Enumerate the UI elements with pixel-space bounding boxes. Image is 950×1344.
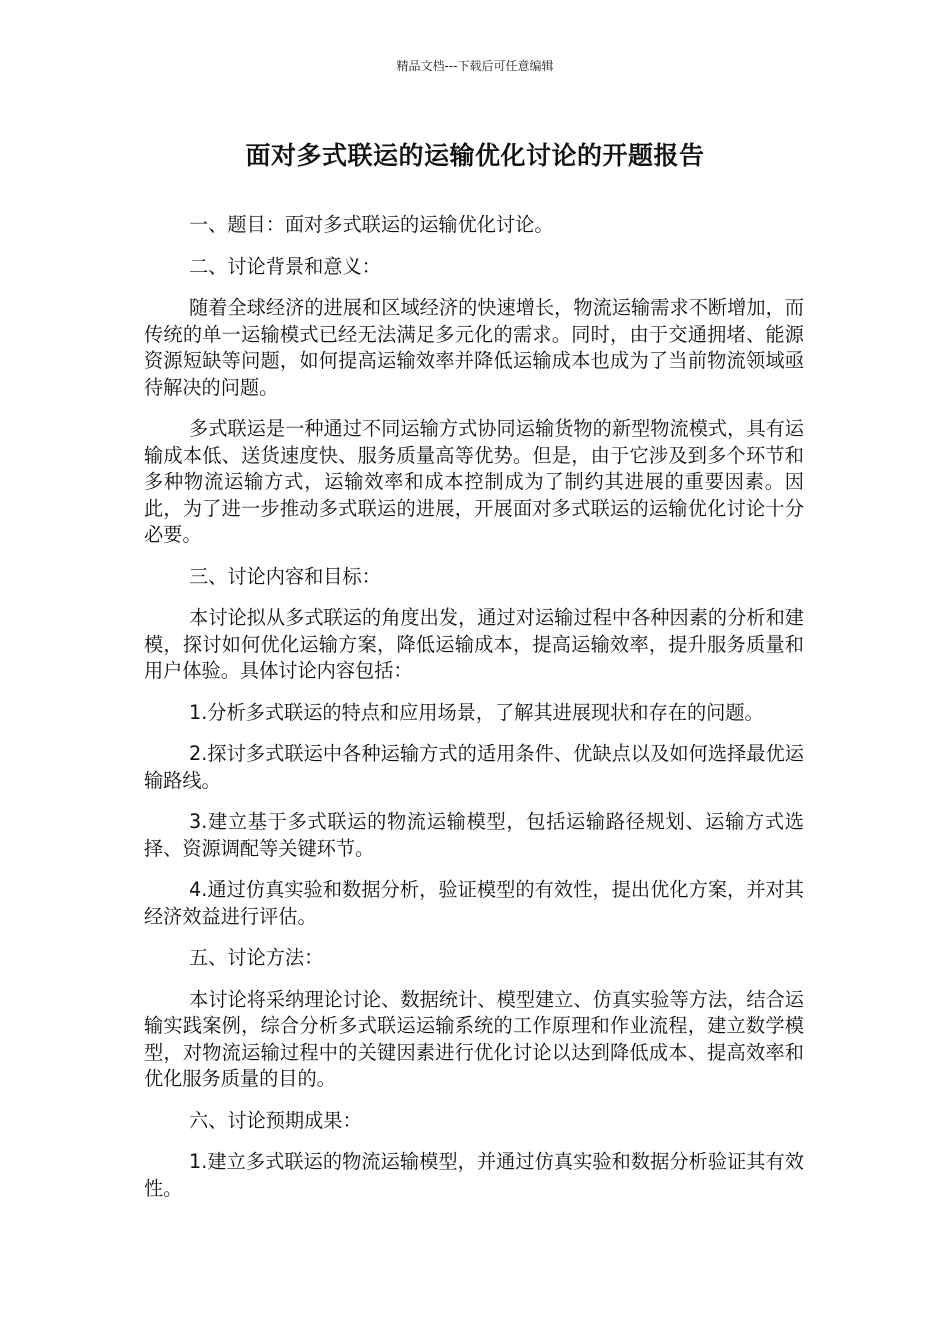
content-item-2: 2.探讨多式联运中各种运输方式的适用条件、优缺点以及如何选择最优运输路线。 [144,742,804,792]
section-title-topic: 一、题目：面对多式联运的运输优化讨论。 [189,213,554,236]
header-note: 精品文档---下载后可任意编辑 [396,59,554,73]
document-body [144,212,804,1217]
content-item-3: 3.建立基于多式联运的物流运输模型，包括运输路径规划、运输方式选择、资源调配等关键环节。 [144,810,804,860]
paragraph-background-2: 多式联运是一种通过不同运输方式协同运输货物的新型物流模式，具有运输成本低、送货速度快、服务质量高等优势。但是，由于它涉及到多个环节和多种物流运输方式，运输效率和成本控制成为了制约其进展的重要因素。因此，为了进一步推动多式联运的进展，开展面对多式联运的运输优化讨论十分必要。 [144,417,804,546]
results-item-1: 1.建立多式联运的物流运输模型，并通过仿真实验和数据分析验证其有效性。 [144,1150,804,1200]
section-heading-method: 五、讨论方法： [189,946,324,969]
section-heading-results: 六、讨论预期成果： [189,1108,362,1132]
content-item-1: 1.分析多式联运的特点和应用场景，了解其进展现状和存在的问题。 [189,700,764,724]
section-heading-background: 二、讨论背景和意义： [189,254,381,278]
content-item-4: 4.通过仿真实验和数据分析，验证模型的有效性，提出优化方案，并对其经济效益进行评估。 [144,878,804,928]
paragraph-method: 本讨论将采纳理论讨论、数据统计、模型建立、仿真实验等方法，结合运输实践案例，综合分析多式联运运输系统的工作原理和作业流程，建立数学模型，对物流运输过程中的关键因素进行优化讨论以达到降低成本、提高效率和优化服务质量的目的。 [144,987,804,1090]
paragraph-background-1: 随着全球经济的进展和区域经济的快速增长，物流运输需求不断增加，而传统的单一运输模式已经无法满足多元化的需求。同时，由于交通拥堵、能源资源短缺等问题，如何提高运输效率并降低运输成本也成为了当前物流领域亟待解决的问题。 [144,296,804,399]
section-heading-content: 三、讨论内容和目标： [189,564,381,588]
paragraph-content-intro: 本讨论拟从多式联运的角度出发，通过对运输过程中各种因素的分析和建模，探讨如何优化运输方案，降低运输成本，提高运输效率，提升服务质量和用户体验。具体讨论内容包括： [144,606,804,682]
document-title: 面对多式联运的运输优化讨论的开题报告 [245,141,705,170]
